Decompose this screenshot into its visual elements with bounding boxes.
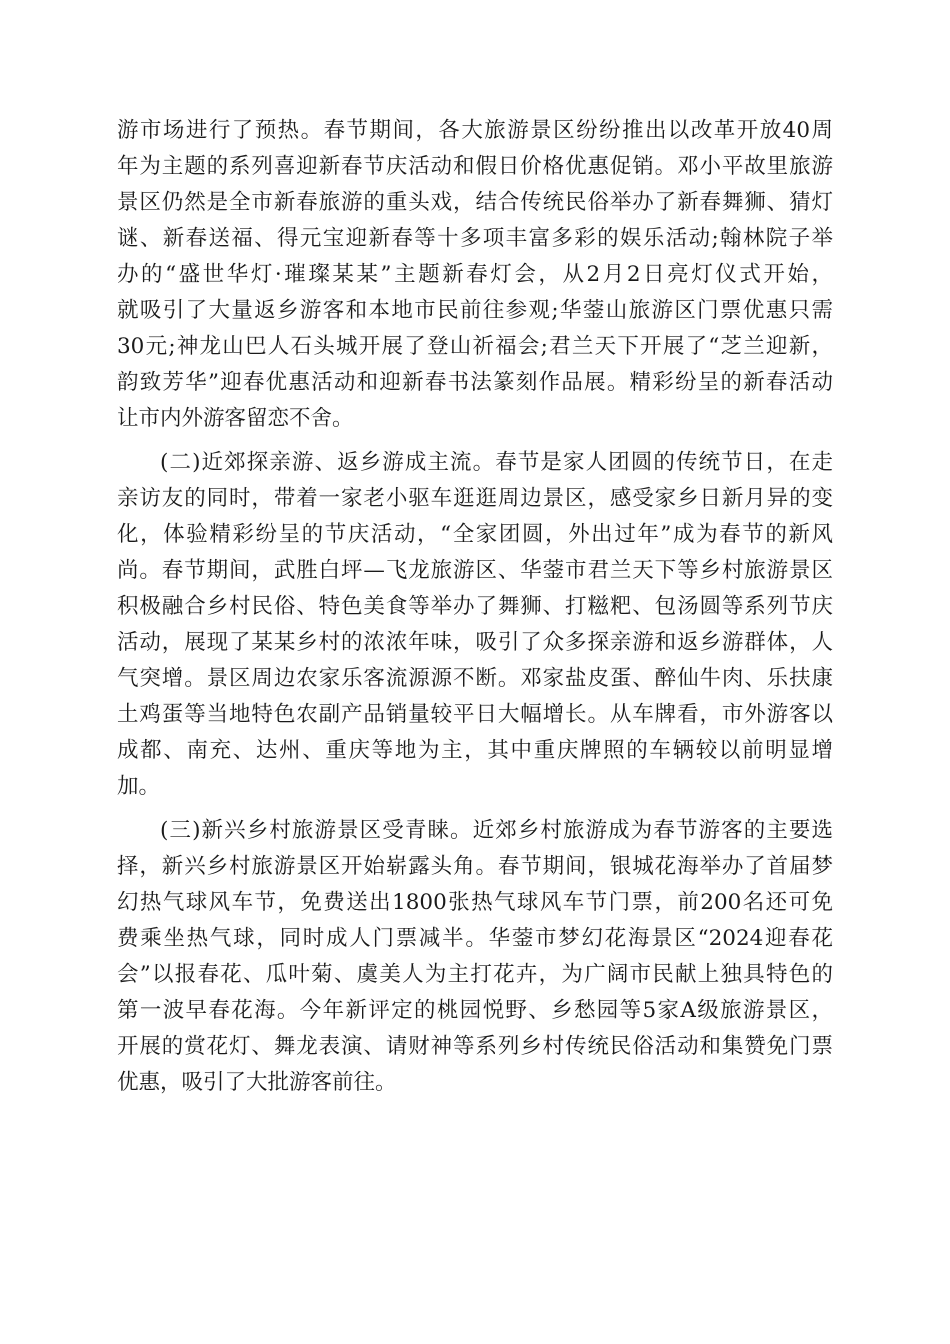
paragraph-1-line: 年为主题的系列喜迎新春节庆活动和假日价格优惠促销。邓小平故里旅游 <box>117 154 833 179</box>
paragraph-3-line: (三)新兴乡村旅游景区受青睐。近郊乡村旅游成为春节游客的主要选 <box>160 818 833 843</box>
paragraph-2-line: 成都、南充、达州、重庆等地为主，其中重庆牌照的车辆较以前明显增 <box>117 738 833 763</box>
paragraph-2-line: 积极融合乡村民俗、特色美食等举办了舞狮、打糍粑、包汤圆等系列节庆 <box>117 594 833 619</box>
paragraph-2-line: 化，体验精彩纷呈的节庆活动，“全家团圆，外出过年”成为春节的新风 <box>117 522 833 547</box>
paragraph-1-line: 30元;神龙山巴人石头城开展了登山祈福会;君兰天下开展了“芝兰迎新， <box>117 334 833 359</box>
paragraph-3-line: 费乘坐热气球，同时成人门票减半。华蓥市梦幻花海景区“2024迎春花 <box>117 926 833 951</box>
paragraph-3-line: 幻热气球风车节，免费送出1800张热气球风车节门票，前200名还可免 <box>117 890 833 915</box>
paragraph-3-line: 优惠，吸引了大批游客前往。 <box>117 1070 397 1095</box>
paragraph-3-line: 择，新兴乡村旅游景区开始崭露头角。春节期间，银城花海举办了首届梦 <box>117 854 833 879</box>
paragraph-1-line: 游市场进行了预热。春节期间，各大旅游景区纷纷推出以改革开放40周 <box>117 118 833 143</box>
paragraph-3-line: 第一波早春花海。今年新评定的桃园悦野、乡愁园等5家A级旅游景区， <box>117 998 833 1023</box>
paragraph-2-line: 气突增。景区周边农家乐客流源源不断。邓家盐皮蛋、醉仙牛肉、乐扶康 <box>117 666 833 691</box>
paragraph-2-line: 活动，展现了某某乡村的浓浓年味，吸引了众多探亲游和返乡游群体，人 <box>117 630 833 655</box>
paragraph-1-line: 韵致芳华”迎春优惠活动和迎新春书法篆刻作品展。精彩纷呈的新春活动 <box>117 370 833 395</box>
paragraph-2-line: 土鸡蛋等当地特色农副产品销量较平日大幅增长。从车牌看，市外游客以 <box>117 702 833 727</box>
paragraph-1-line: 让市内外游客留恋不舍。 <box>117 406 354 431</box>
paragraph-2-line: 尚。春节期间，武胜白坪—飞龙旅游区、华蓥市君兰天下等乡村旅游景区 <box>117 558 833 583</box>
paragraph-2-line: 亲访友的同时，带着一家老小驱车逛逛周边景区，感受家乡日新月异的变 <box>117 486 833 511</box>
paragraph-1-line: 办的“盛世华灯·璀璨某某”主题新春灯会，从2月2日亮灯仪式开始， <box>117 262 833 287</box>
paragraph-3-line: 开展的赏花灯、舞龙表演、请财神等系列乡村传统民俗活动和集赞免门票 <box>117 1034 833 1059</box>
paragraph-2-line: (二)近郊探亲游、返乡游成主流。春节是家人团圆的传统节日，在走 <box>160 450 833 475</box>
paragraph-1-line: 就吸引了大量返乡游客和本地市民前往参观;华蓥山旅游区门票优惠只需 <box>117 298 833 323</box>
paragraph-1-line: 景区仍然是全市新春旅游的重头戏，结合传统民俗举办了新春舞狮、猜灯 <box>117 190 833 215</box>
paragraph-1-line: 谜、新春送福、得元宝迎新春等十多项丰富多彩的娱乐活动;翰林院子举 <box>117 226 833 251</box>
paragraph-3-line: 会”以报春花、瓜叶菊、虞美人为主打花卉，为广阔市民献上独具特色的 <box>117 962 833 987</box>
paragraph-2-line: 加。 <box>117 774 161 799</box>
